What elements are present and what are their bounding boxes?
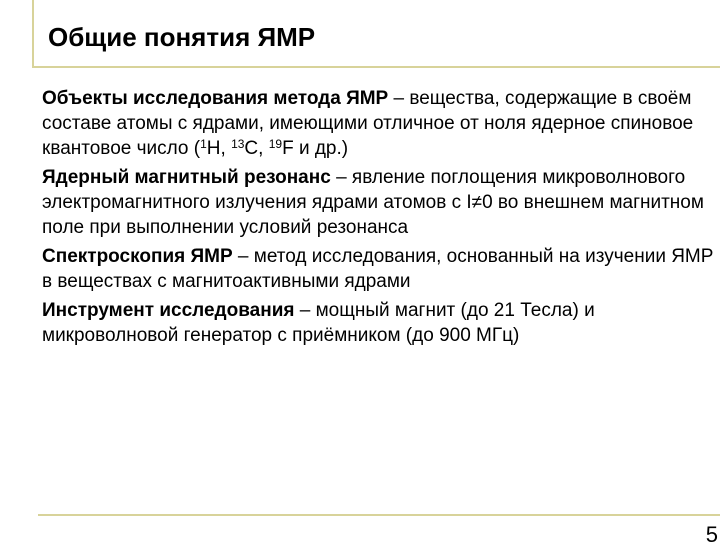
paragraph-research-objects: [42, 86, 714, 161]
term-nmr: Ядерный магнитный резонанс: [42, 167, 331, 188]
term-instrument: Инструмент исследования: [42, 300, 295, 321]
term-nmr-spectroscopy: Спектроскопия ЯМР: [42, 246, 233, 267]
definition-text: – вещества, содержащие в своём составе атомы с ядрами, имеющими отличное от ноля ядерное спиновое квантовое число (: [42, 88, 694, 159]
superscript-19: 19: [268, 137, 283, 151]
title-divider-horizontal: [32, 66, 720, 68]
superscript-1: 1: [200, 137, 207, 151]
page-number: 5: [705, 522, 718, 547]
definition-text: – метод исследования, основанный на изучении ЯМР в веществах с магнитоактивными ядрами: [42, 246, 714, 292]
slide-title: Общие понятия ЯМР: [48, 22, 316, 52]
paragraph-nmr-spectroscopy: [42, 244, 714, 294]
definition-text: F и др.): [282, 138, 349, 159]
term-research-objects: Объекты исследования метода ЯМР: [42, 88, 389, 109]
title-divider-vertical: [32, 0, 34, 68]
slide-body: [42, 86, 714, 352]
definition-text: – мощный магнит (до 21 Тесла) и микроволновой генератор с приёмником (до 900 МГц): [42, 300, 595, 346]
definition-text: – явление поглощения микроволнового электромагнитного излучения ядрами атомов с I≠0 во внешнем магнитном поле при выполнении условий резонанса: [42, 167, 704, 238]
superscript-13: 13: [231, 137, 245, 151]
paragraph-nmr: [42, 165, 714, 240]
definition-text: H,: [206, 138, 232, 159]
definition-text: C,: [244, 138, 269, 159]
paragraph-instrument: [42, 298, 714, 348]
footer-divider: [38, 514, 720, 516]
